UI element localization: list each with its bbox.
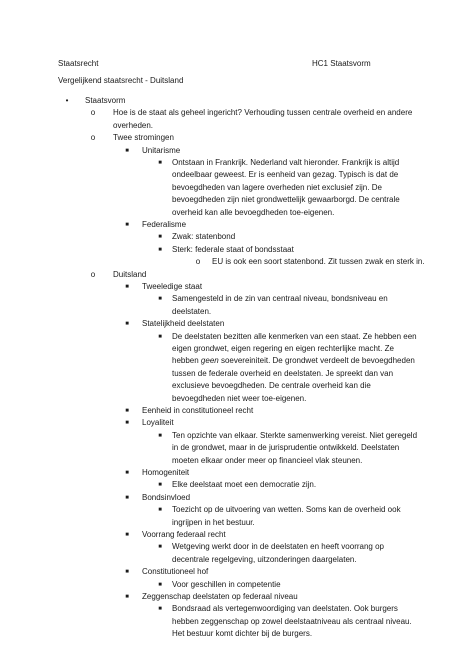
outline-line: hebben zeggenschap op zowel deelstaatniveau als centraal niveau.: [172, 616, 412, 626]
outline-line: Tweeledige staat: [142, 282, 203, 291]
outline-line: overheid kan alle bevoegdheden toe-eigenen.: [172, 207, 335, 217]
header-lecture: HC1 Staatsvorm: [312, 59, 371, 68]
outline-line: Samengesteld in de zin van centraal niveau, bondsniveau en: [172, 294, 388, 304]
outline-line: Zwak: statenbond: [172, 232, 236, 242]
bullet-marker: ■: [158, 507, 162, 514]
bullet-marker: ■: [125, 532, 129, 538]
bullet-marker: ■: [158, 160, 162, 166]
outline-line: deelstaten.: [172, 306, 212, 316]
outline-line: Eenheid in constitutioneel recht: [142, 406, 254, 415]
outline-line: Wetgeving werkt door in de deelstaten en heeft voorrang op: [172, 542, 384, 552]
outline-line: bevoegdheden van lagere overheden niet exclusief zijn. De: [172, 182, 382, 192]
outline-line: moeten elkaar onder meer op financieel vlak steunen.: [172, 455, 363, 465]
outline-line: Bondsinvloed: [142, 492, 191, 502]
outline-line: Staatsvorm: [85, 96, 126, 105]
outline-line: in de grondwet, maar in de jurisprudentie ontwikkeld. Deelstaten: [172, 443, 400, 453]
outline-line: Duitsland: [113, 269, 147, 279]
outline-line: Federalisme: [142, 220, 187, 229]
outline-line: Sterk: federale staat of bondsstaat: [172, 244, 294, 254]
outline-line: bevoegdheden zijn niet grondwettelijk gewaarborgd. De centrale: [172, 195, 400, 205]
bullet-marker: ■: [125, 147, 129, 154]
bullet-marker: •: [65, 96, 69, 105]
bullet-marker: ■: [158, 333, 162, 340]
bullet-marker: ■: [158, 544, 162, 551]
outline-line: bevoegdheden niet weer toe-eigenen.: [172, 393, 307, 403]
outline-line: Loyaliteit: [142, 418, 174, 428]
outline-line: Voorrang federaal recht: [142, 530, 226, 539]
outline-line: exclusieve bevoegdheden. De centrale overheid kan die: [172, 381, 371, 391]
outline-line: Zeggenschap deelstaten op federaal niveau: [142, 592, 298, 601]
bullet-marker: ■: [158, 482, 162, 489]
bullet-marker: ■: [125, 494, 129, 501]
bullet-marker: ■: [158, 234, 162, 241]
outline-line: Voor geschillen in competentie: [172, 579, 281, 589]
bullet-marker: o: [90, 269, 96, 279]
bullet-marker: ■: [158, 581, 162, 588]
bullet-marker: o: [195, 257, 201, 267]
outline-line: Statelijkheid deelstaten: [142, 319, 225, 329]
bullet-marker: ■: [125, 569, 129, 576]
bullet-marker: o: [90, 108, 96, 118]
header-title: Staatsrecht: [58, 59, 99, 68]
outline-line: Ontstaan in Frankrijk. Nederland valt hieronder. Frankrijk is altijd: [172, 158, 400, 167]
outline-line: ingrijpen in het bestuur.: [172, 517, 255, 527]
outline-line: Toezicht op de uitvoering van wetten. Soms kan de overheid ook: [172, 505, 401, 515]
bullet-marker: ■: [158, 432, 162, 439]
outline-line: Hoe is de staat als geheel ingericht? Verhouding tussen centrale overheid en andere: [113, 108, 413, 118]
bullet-marker: o: [90, 133, 96, 143]
outline-line: decentrale regelgeving, uitzonderingen daargelaten.: [172, 554, 357, 564]
bullet-marker: ■: [158, 246, 162, 253]
outline-line: Bondsraad als vertegenwoordiging van deelstaten. Ook burgers: [172, 604, 398, 614]
bullet-marker: ■: [125, 222, 129, 228]
document-subtitle: Vergelijkend staatsrecht - Duitsland: [58, 76, 184, 85]
bullet-marker: ■: [125, 321, 129, 328]
outline-line: Het bestuur komt dichter bij de burgers.: [172, 629, 313, 639]
bullet-marker: ■: [125, 284, 129, 290]
bullet-marker: ■: [125, 594, 129, 600]
outline-line: tussen de federale overheid en deelstaten. Je spreekt dan van: [172, 368, 394, 378]
outline-line: overheden.: [113, 120, 154, 130]
outline-line: Twee stromingen: [113, 133, 174, 143]
outline-line: hebben geen soevereiniteit. De grondwet verdeelt de bevoegdheden: [172, 356, 415, 366]
outline-line: eigen grondwet, eigen regering en eigen rechterlijke macht. Ze: [172, 344, 394, 353]
bullet-marker: ■: [158, 606, 162, 613]
outline-line: Unitarisme: [142, 145, 181, 155]
bullet-marker: ■: [158, 296, 162, 303]
outline-line: Constitutioneel hof: [142, 567, 209, 577]
bullet-marker: ■: [125, 408, 129, 414]
outline-line: ondeelbaar geweest. Er is eenheid van gezag. Typisch is dat de: [172, 170, 399, 180]
outline-line: Ten opzichte van elkaar. Sterkte samenwerking vereist. Niet geregeld: [172, 430, 418, 440]
bullet-marker: ■: [125, 470, 129, 476]
outline-line: Elke deelstaat moet een democratie zijn.: [172, 480, 317, 490]
outline-line: De deelstaten bezitten alle kenmerken van een staat. Ze hebben een: [172, 331, 417, 341]
outline-line: EU is ook een soort statenbond. Zit tussen zwak en sterk in.: [212, 257, 425, 267]
outline-line: Homogeniteit: [142, 468, 190, 477]
bullet-marker: ■: [125, 420, 129, 427]
